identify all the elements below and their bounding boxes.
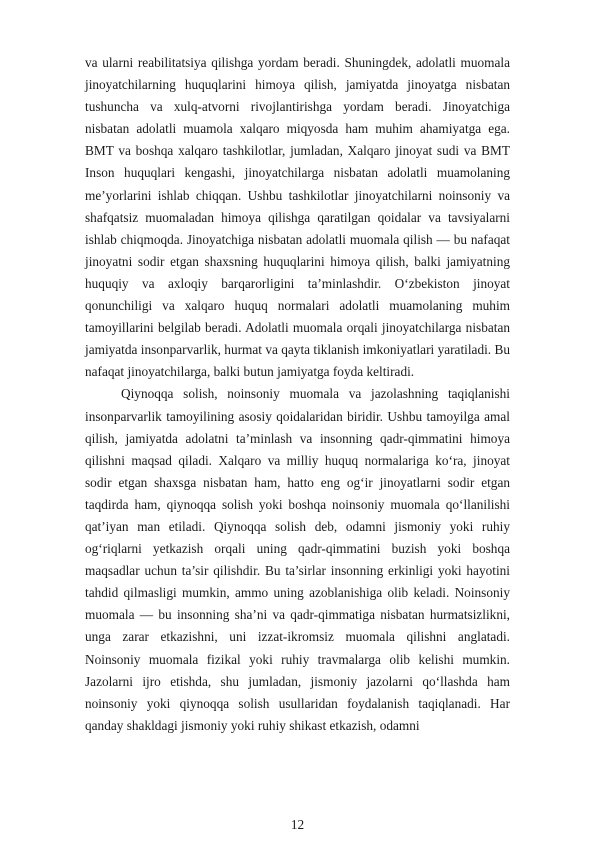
paragraph-2: Qiynoqqa solish, noinsoniy muomala va jazolashning taqiqlanishi insonparvarlik tamoyilining asosiy qoidalaridan biridir. Ushbu tamoyilga amal qilish, jamiyatda adolatni ta’minlash va insonning qadr-qimmatini himoya qilishni maqsad qiladi. Xalqaro va milliy huquq normalariga ko‘ra, jinoyat sodir etgan shaxsga nisbatan ham, hatto eng og‘ir jinoyatlarni sodir etgan taqdirda ham, qiynoqqa solish yoki boshqa noinsoniy muomala qo‘llanilishi qat’iyan man etiladi. Qiynoqqa solish deb, odamni jismoniy yoki ruhiy og‘riqlarni yetkazish orqali uning qadr-qimmatini buzish yoki boshqa maqsadlar uchun ta’sir qilishdir. Bu ta’sirlar insonning erkinligi yoki hayotini tahdid qilmasligi mumkin, ammo uning azoblanishiga olib keladi. Noinsoniy muomala — bu insonning sha’ni va qadr-qimmatiga nisbatan hurmatsizlikni, unga zarar etkazishni, uni izzat-ikromsiz muomala qilishni anglatadi. Noinsoniy muomala fizikal yoki ruhiy travmalarga olib kelishi mumkin. Jazolarni ijro etishda, shu jumladan, jismoniy jazolarni qo‘llashda ham noinsoniy yoki qiynoqqa solish usullaridan foydalanish taqiqlanadi. Har qanday shakldagi jismoniy yoki ruhiy shikast etkazish, odamni xyxy=(85,386,510,733)
body-text xyxy=(85,52,510,737)
paragraph-1: va ularni reabilitatsiya qilishga yordam beradi. Shuningdek, adolatli muomala jinoyatchilarning huquqlarini himoya qilish, jamiyatda jinoyatga nisbatan tushuncha va xulq-atvorni rivojlantirishga yordam beradi. Jinoyatchiga nisbatan adolatli muamola xalqaro miqyosda ham muhim ahamiyatga ega. BMT va boshqa xalqaro tashkilotlar, jumladan, Xalqaro jinoyat sudi va BMT Inson huquqlari kengashi, jinoyatchilarga nisbatan adolatli muamolaning me’yorlarini ishlab chiqqan. Ushbu tashkilotlar jinoyatchilarni noinsoniy va shafqatsiz muomaladan himoya qilishga qaratilgan qoidalar va tavsiyalarni ishlab chiqmoqda. Jinoyatchiga nisbatan adolatli muomala qilish — bu nafaqat jinoyatni sodir etgan shaxsning huquqlarini himoya qilish, balki jamiyatning huquqiy va axloqiy barqarorligini ta’minlashdir. O‘zbekiston jinoyat qonunchiligi va xalqaro huquq normalari adolatli muamolaning muhim tamoyillarini belgilab beradi. Adolatli muomala orqali jinoyatchilarga nisbatan jamiyatda insonparvarlik, hurmat va qayta tiklanish imkoniyatlari yaratiladi. Bu nafaqat jinoyatchilarga, balki butun jamiyatga foyda keltiradi. xyxy=(85,55,510,380)
page-number: 12 xyxy=(290,817,305,832)
